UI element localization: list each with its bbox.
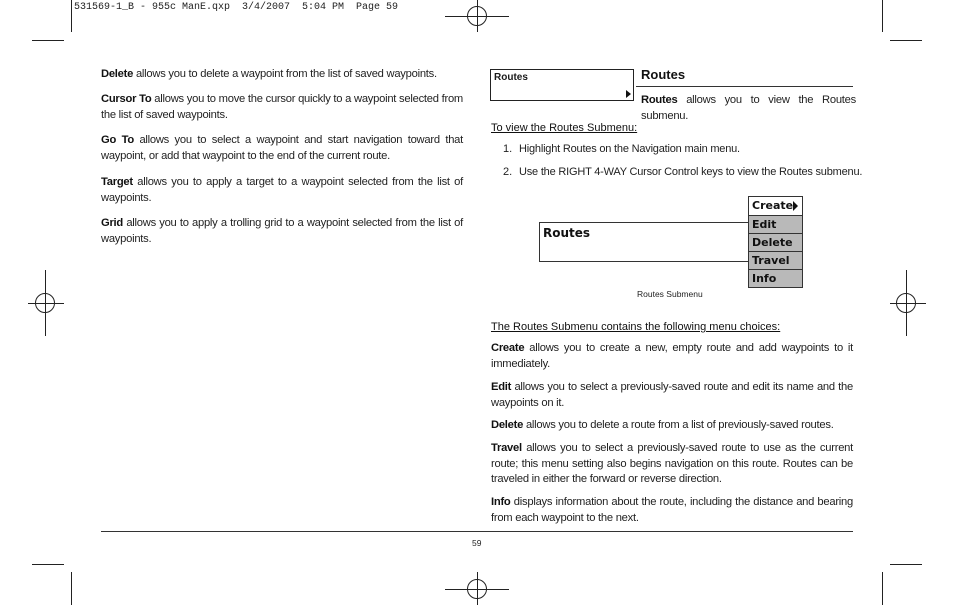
- section-heading: Routes: [641, 67, 686, 82]
- submenu-item-info[interactable]: [749, 269, 802, 287]
- term: Routes: [641, 94, 678, 106]
- heading-rule: [636, 86, 853, 87]
- registration-line: [890, 303, 926, 304]
- crop-mark: [890, 564, 922, 565]
- routes-menu-label: Routes: [494, 72, 528, 83]
- definition: allows you to apply a trolling grid to a waypoint selected from the list of waypoints.: [101, 217, 463, 245]
- registration-line: [477, 0, 478, 32]
- crop-mark: [32, 40, 64, 41]
- choice-edit: [491, 380, 853, 411]
- screen-routes-label: Routes: [543, 226, 591, 240]
- term: Delete: [101, 68, 134, 80]
- term: Info: [491, 496, 511, 508]
- submenu-item-label: Create: [752, 199, 794, 212]
- registration-line: [45, 270, 46, 336]
- step-number: 1.: [503, 143, 513, 155]
- definition: displays information about the route, including the distance and bearing from each waypoint to the next.: [491, 496, 853, 524]
- term: Target: [101, 176, 133, 188]
- definition: allows you to select a waypoint and start navigation toward that waypoint, or add that waypoint to the end of the current route.: [101, 134, 463, 162]
- figure-caption: Routes Submenu: [637, 289, 703, 299]
- term: Edit: [491, 381, 512, 393]
- term: Grid: [101, 217, 123, 229]
- step-text: Use the RIGHT 4-WAY Cursor Control keys to view the Routes submenu.: [519, 166, 863, 178]
- definition: allows you to select a previously-saved route to use as the current route; this menu setting also begins navigation on this route. Routes can be traveled in either the forward or reverse direction.: [491, 442, 853, 485]
- left-paragraph-target: [101, 175, 463, 206]
- left-paragraph-grid: [101, 216, 463, 247]
- crop-mark: [71, 0, 72, 32]
- submenu-item-label: Travel: [752, 254, 790, 267]
- submenu-item-label: Delete: [752, 236, 793, 249]
- choice-delete: [491, 418, 853, 434]
- choice-create: [491, 341, 853, 372]
- submenu-item-travel[interactable]: [749, 251, 802, 269]
- definition: allows you to apply a target to a waypoint selected from the list of waypoints.: [101, 176, 463, 204]
- crop-mark: [882, 572, 883, 605]
- arrow-right-icon: [626, 90, 631, 98]
- registration-line: [906, 270, 907, 336]
- term: Go To: [101, 134, 134, 146]
- term: Create: [491, 342, 525, 354]
- definition: allows you to select a previously-saved route and edit its name and the waypoints on it.: [491, 381, 853, 409]
- print-slug: 531569-1_B - 955c ManE.qxp 3/4/2007 5:04 PM Page 59: [74, 2, 399, 13]
- submenu-item-create[interactable]: [749, 197, 802, 215]
- page-number: 59: [472, 538, 482, 548]
- choice-travel: [491, 441, 853, 488]
- footer-rule: [101, 531, 853, 532]
- choices-heading: The Routes Submenu contains the following menu choices:: [491, 321, 781, 333]
- definition: allows you to delete a waypoint from the list of saved waypoints.: [133, 68, 437, 80]
- choice-info: [491, 495, 853, 526]
- term: Delete: [491, 419, 524, 431]
- left-paragraph-go-to: [101, 133, 463, 164]
- step-text: Highlight Routes on the Navigation main menu.: [519, 143, 740, 155]
- registration-line: [477, 572, 478, 605]
- crop-mark: [32, 564, 64, 565]
- term: Travel: [491, 442, 522, 454]
- routes-submenu: [748, 196, 803, 288]
- crop-mark: [890, 40, 922, 41]
- arrow-right-icon: [793, 201, 798, 211]
- definition: allows you to view the Routes submenu.: [641, 94, 856, 122]
- definition: allows you to create a new, empty route and add waypoints to it immediately.: [491, 342, 853, 370]
- routes-intro: [641, 93, 856, 124]
- submenu-item-delete[interactable]: [749, 233, 802, 251]
- submenu-item-label: Info: [752, 272, 777, 285]
- routes-menu-box: [490, 69, 634, 101]
- definition: allows you to move the cursor quickly to a waypoint selected from the list of saved waypoints.: [101, 93, 463, 121]
- registration-line: [28, 303, 64, 304]
- crop-mark: [71, 572, 72, 605]
- submenu-item-label: Edit: [752, 218, 777, 231]
- crop-mark: [882, 0, 883, 32]
- screen-routes-bar: [539, 222, 748, 262]
- left-paragraph-delete: [101, 67, 463, 83]
- submenu-item-edit[interactable]: [749, 215, 802, 233]
- definition: allows you to delete a route from a list of previously-saved routes.: [523, 419, 834, 431]
- how-to-heading: To view the Routes Submenu:: [491, 122, 638, 134]
- left-paragraph-cursor-to: [101, 92, 463, 123]
- term: Cursor To: [101, 93, 152, 105]
- step-number: 2.: [503, 166, 513, 178]
